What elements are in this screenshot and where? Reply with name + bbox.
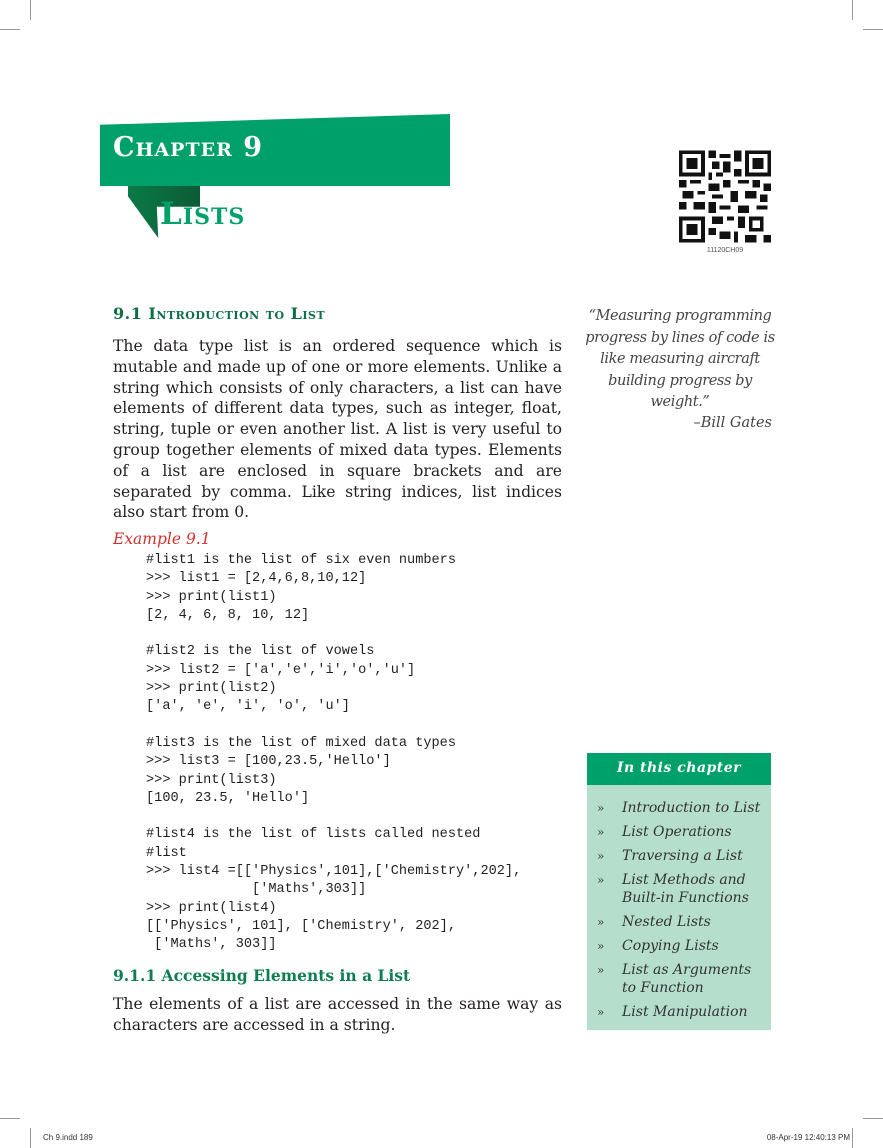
bullet-icon: » bbox=[597, 963, 605, 977]
crop-mark bbox=[852, 0, 853, 20]
bullet-icon: » bbox=[597, 939, 605, 953]
subsection-paragraph: The elements of a list are accessed in the same way as characters are accessed in a string. bbox=[113, 995, 562, 1034]
in-this-chapter-box bbox=[587, 753, 771, 1030]
qr-code-icon bbox=[679, 150, 771, 243]
chapter-number: Chapter 9 bbox=[113, 132, 264, 163]
footer-timestamp: 08-Apr-19 12:40:13 PM bbox=[766, 1133, 850, 1142]
intro-paragraph: The data type list is an ordered sequence which is mutable and made up of one or more elements. Unlike a string which consists of only characters, a list can have elements of different data types, such as integer, float, string, tuple or even another list. A list is very useful to group together elements of mixed data types. Elements of a list are enclosed in square brackets and are separated by comma. Like string indices, list indices also start from 0. bbox=[113, 337, 562, 522]
list-item bbox=[587, 913, 771, 931]
subsection-heading: 9.1.1 Accessing Elements in a List bbox=[113, 966, 411, 985]
topic-label: List Operations bbox=[622, 824, 732, 840]
crop-mark bbox=[0, 29, 20, 30]
code-example: #list1 is the list of six even numbers >>> list1 = [2,4,6,8,10,12] >>> print(list1) [2, 4, 6, 8, 10, 12] #list2 is the list of vowels >>> list2 = ['a','e','i','o','u'] >>> print(list2) ['a', 'e', 'i', 'o', 'u'] #list3 is the list of mixed data types >>> list3 = [100,23.5,'Hello'] >>> print(list3) [100, 23.5, 'Hello'] #list4 is the list of lists called nested #list >>> list4 =[['Physics',101],['Chemistry',202], ['Maths',303]] >>> print(list4) [['Physics', 101], ['Chemistry', 202], ['Maths', 303]] bbox=[146, 553, 522, 953]
topic-label: Copying Lists bbox=[622, 938, 719, 954]
bullet-icon: » bbox=[597, 825, 605, 839]
list-item bbox=[587, 1003, 771, 1021]
topic-label: List Methods and Built-in Functions bbox=[622, 872, 749, 906]
list-item bbox=[587, 961, 771, 997]
box-title: In this chapter bbox=[587, 753, 771, 785]
topic-label: Introduction to List bbox=[622, 800, 761, 816]
crop-mark bbox=[863, 1118, 883, 1119]
crop-mark bbox=[863, 29, 883, 30]
list-item bbox=[587, 937, 771, 955]
bullet-icon: » bbox=[597, 849, 605, 863]
crop-mark bbox=[0, 1118, 20, 1119]
bullet-icon: » bbox=[597, 1005, 605, 1019]
topic-label: List Manipulation bbox=[622, 1004, 748, 1020]
quote-text: “Measuring programming progress by lines of code is like measuring aircraft building progress by weight.” bbox=[585, 308, 775, 410]
crop-mark bbox=[30, 1128, 31, 1148]
list-item bbox=[587, 847, 771, 865]
list-item bbox=[587, 871, 771, 907]
bullet-icon: » bbox=[597, 873, 605, 887]
section-heading: 9.1 Introduction to List bbox=[113, 304, 326, 323]
topic-label: List as Arguments to Function bbox=[622, 962, 752, 996]
qr-code-label: 11120CH09 bbox=[706, 247, 744, 254]
topic-label: Traversing a List bbox=[622, 848, 743, 864]
example-label: Example 9.1 bbox=[113, 530, 211, 548]
crop-mark bbox=[30, 0, 31, 20]
bullet-icon: » bbox=[597, 801, 605, 815]
footer-file-info: Ch 9.indd 189 bbox=[43, 1133, 93, 1142]
quote-author: –Bill Gates bbox=[693, 415, 772, 431]
list-item bbox=[587, 823, 771, 841]
list-item bbox=[587, 799, 771, 817]
topic-label: Nested Lists bbox=[622, 914, 711, 930]
crop-mark bbox=[852, 1128, 853, 1148]
chapter-topics-list bbox=[587, 785, 771, 1021]
chapter-title: Lists bbox=[160, 196, 246, 232]
bullet-icon: » bbox=[597, 915, 605, 929]
